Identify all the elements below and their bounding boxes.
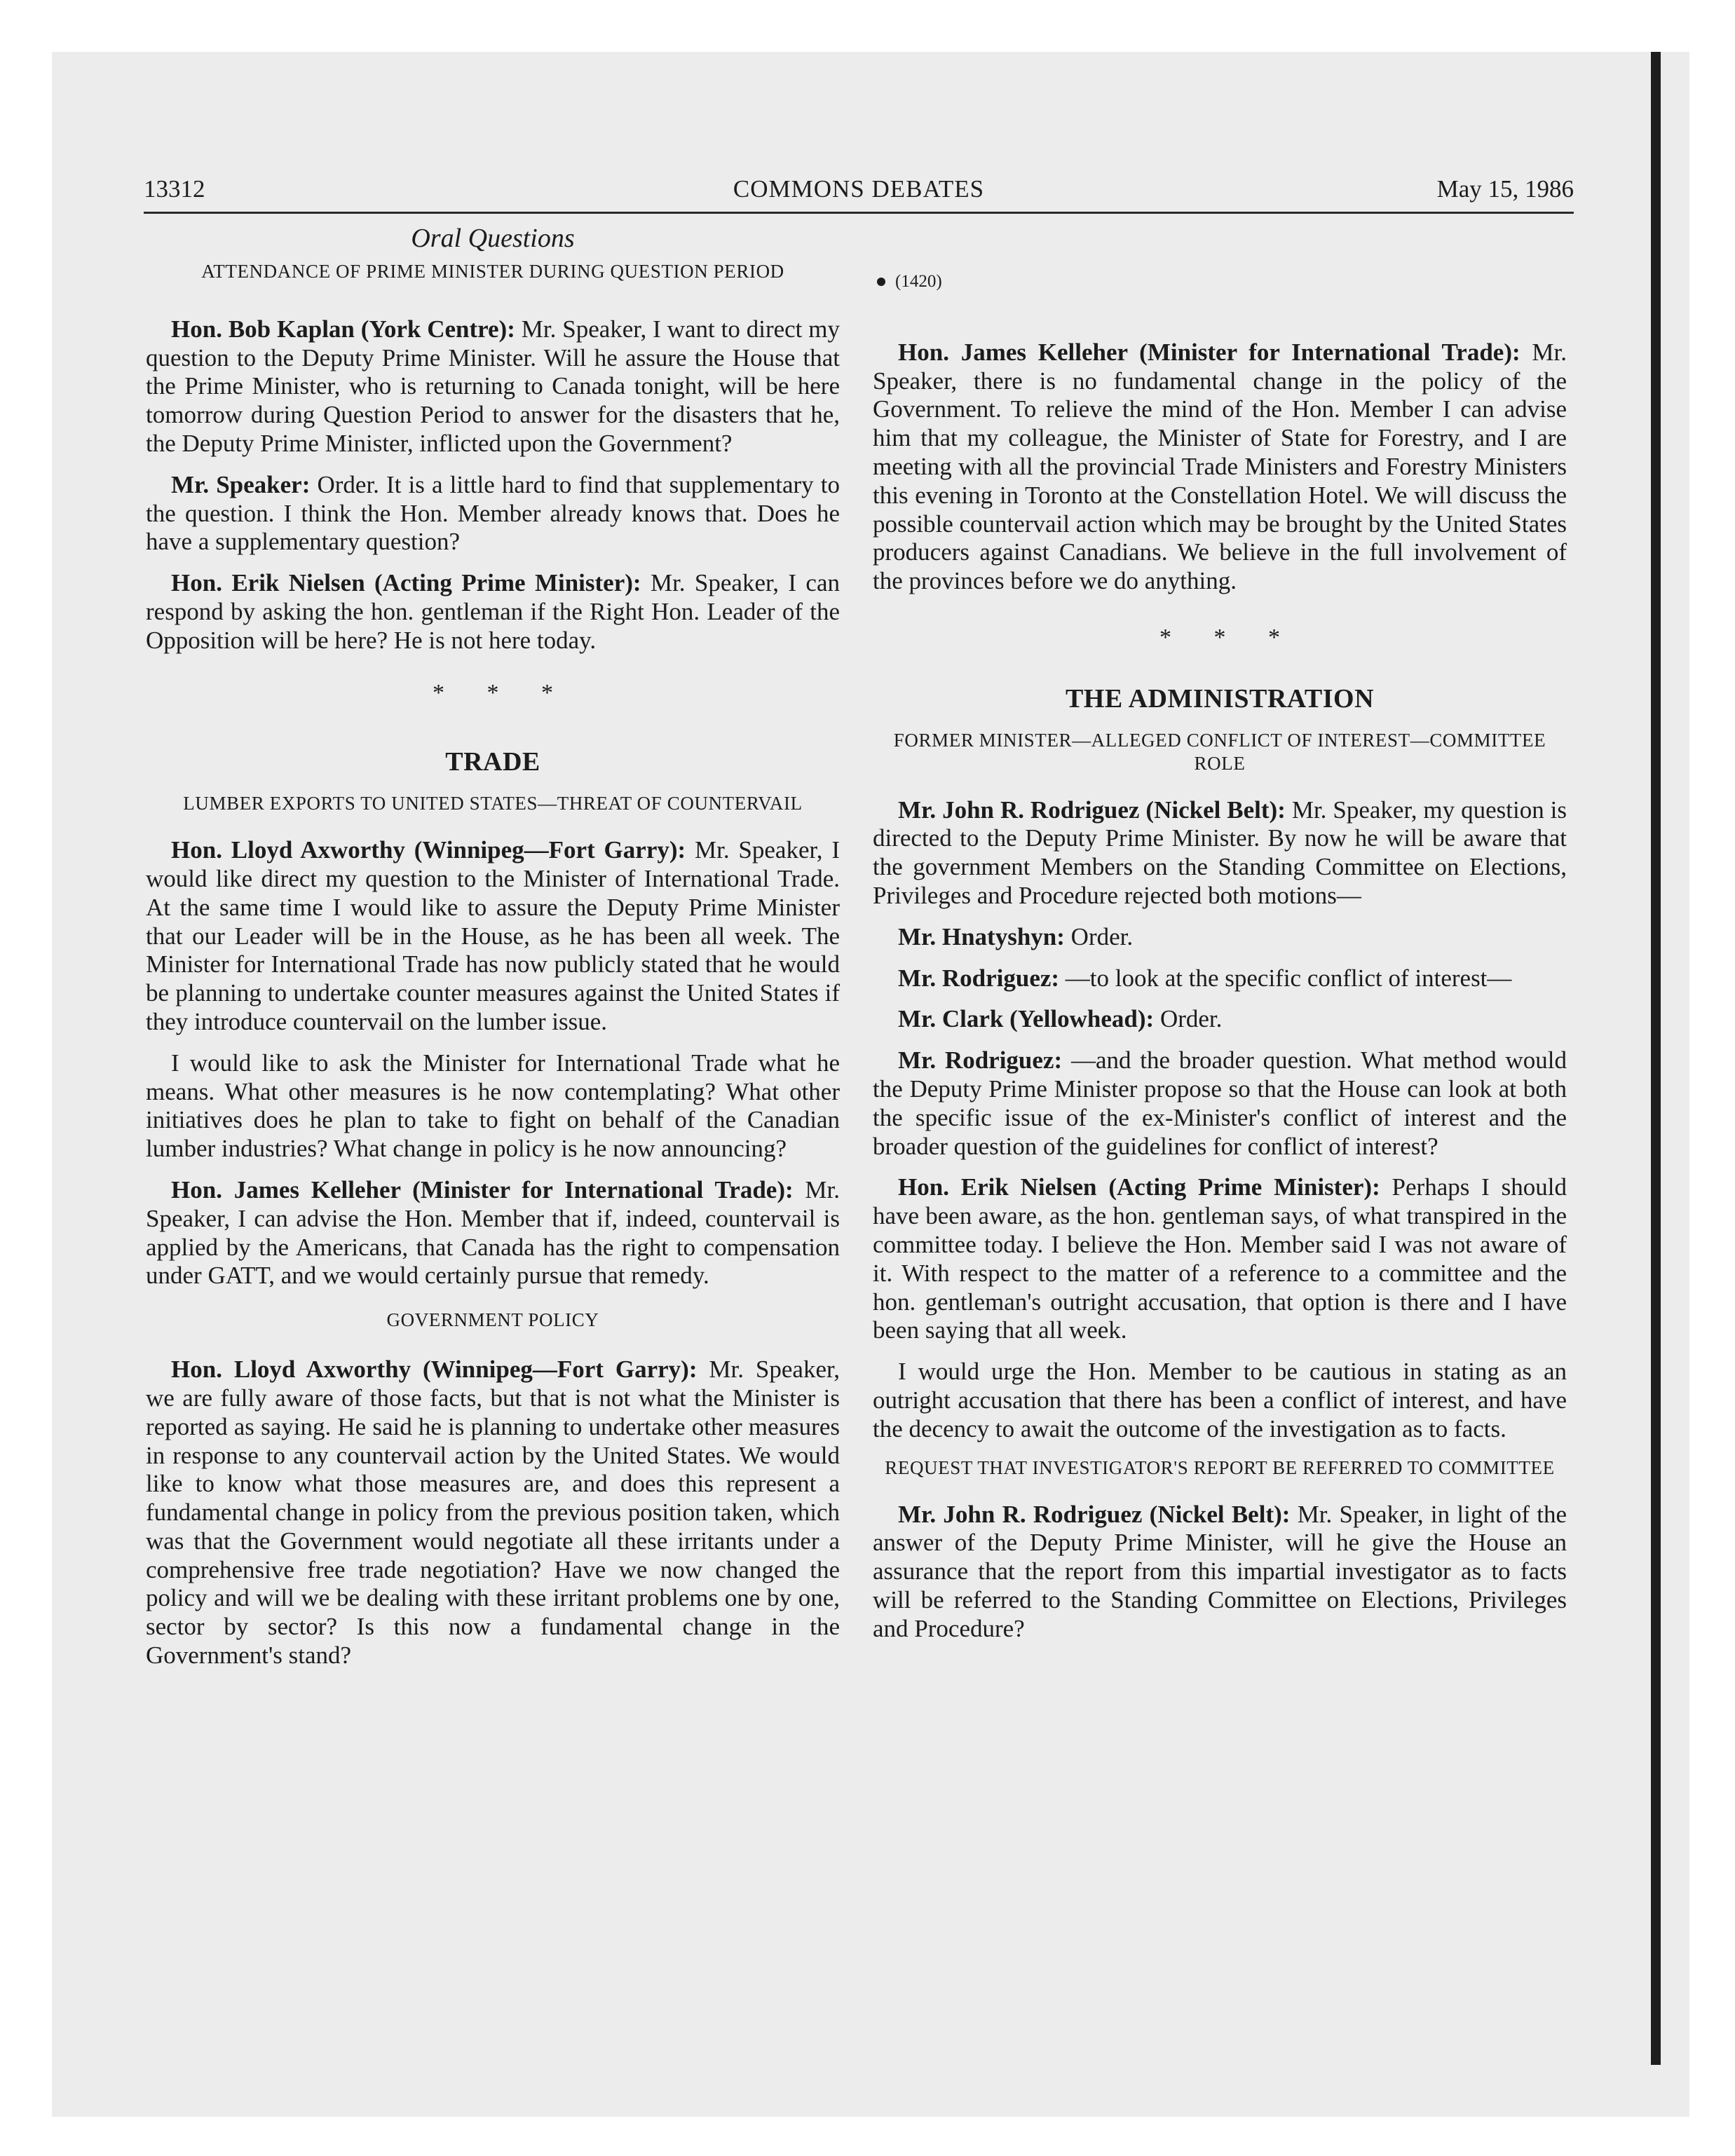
time-marker [877,268,1567,296]
page-number: 13312 [144,175,205,203]
speech-text: Order. [1064,922,1134,950]
speech-text: Mr. Speaker, there is no fundamental change in the policy of the Government. To relieve the mind of the Hon. Member I can advise him that my colleague, the Minister of State for Forestry, and I are meeting with all the provincial Trade Ministers and Forestry Ministers this evening in Toronto at the Constellation Hotel. We will discuss the possible countervail action which may be brought by the United States producers against Canadians. We believe in the full involvement of the provinces before we do anything. [873,338,1567,595]
time-marker-text: (1420) [895,272,942,291]
speech-paragraph [146,836,840,1037]
speaker-name: Hon. James Kelleher (Minister for International Trade): [898,338,1520,366]
scan-edge-bar [1651,52,1661,2065]
speech-paragraph [146,315,840,458]
speech-paragraph: I would urge the Hon. Member to be cautious in stating as an outright accusation that there has been a conflict of interest, and have the decency to await the outcome of the investigation as to facts. [873,1358,1567,1442]
speaker-name: Mr. Rodriguez: [898,1046,1063,1074]
speech-paragraph [146,569,840,655]
subheading-government-policy: GOVERNMENT POLICY [386,1309,599,1331]
subheading-former-minister: FORMER MINISTER—ALLEGED CONFLICT OF INTEREST—COMMITTEE ROLE [893,729,1546,774]
speech-text: Perhaps I should have been aware, as the hon. gentleman says, of what transpired in the committee today. I believe the Hon. Member said I was not aware of it. With respect to the matter of a reference to a committee and the hon. gentleman's outright accusation, that option is there and I have been saying that all week. [873,1173,1567,1344]
speaker-name: Mr. Clark (Yellowhead): [898,1005,1155,1033]
bullet-icon [877,278,885,286]
speaker-name: Mr. John R. Rodriguez (Nickel Belt): [898,1500,1291,1528]
subheading-lumber-exports: LUMBER EXPORTS TO UNITED STATES—THREAT OF COUNTERVAIL [183,793,803,814]
section-heading-administration: THE ADMINISTRATION [1065,683,1375,714]
speech-text: Mr. Speaker, I want to direct my question to the Deputy Prime Minister. Will he assure the House that the Prime Minister, who is returning to Canada tonight, will be here tomorrow during Question Period to answer for the disasters that he, the Deputy Prime Minister, inflicted upon the Government? [146,315,840,457]
speaker-name: Mr. Hnatyshyn: [898,922,1065,950]
speech-text: Mr. Speaker, I can advise the Hon. Member that if, indeed, countervail is applied by the Americans, that Canada has the right to compensation under GATT, and we would certainly pursue that remedy. [146,1175,840,1290]
speaker-name: Hon. Bob Kaplan (York Centre): [171,315,515,343]
running-title: Oral Questions [411,224,575,253]
speech-paragraph [146,1356,840,1670]
left-column [146,224,840,1683]
speaker-name: Hon. James Kelleher (Minister for International Trade): [171,1175,794,1203]
section-heading-attendance: ATTENDANCE OF PRIME MINISTER DURING QUESTION PERIOD [201,260,784,282]
speech-paragraph [873,1501,1567,1644]
speech-paragraph [873,1173,1567,1345]
speech-paragraph [873,964,1567,993]
speaker-name: Mr. Speaker: [171,470,311,498]
speech-paragraph: I would like to ask the Minister for International Trade what he means. What other measures is he now contemplating? What other initiatives does he plan to take to fight on behalf of the Canadian lumber industries? What change in policy is he now announcing? [146,1049,840,1163]
speech-paragraph [873,339,1567,596]
speaker-name: Hon. Lloyd Axworthy (Winnipeg—Fort Garry): [171,836,686,864]
section-separator: * * * [433,679,571,706]
speech-text: Mr. Speaker, my question is directed to the Deputy Prime Minister. By now he will be aware that the government Members on the Standing Committee on Elections, Privileges and Procedure rejected both motions— [873,796,1567,909]
speaker-name: Hon. Erik Nielsen (Acting Prime Minister): [898,1173,1380,1201]
speaker-name: Mr. Rodriguez: [898,964,1060,992]
speech-text: —to look at the specific conflict of interest— [1059,964,1512,992]
right-column [873,224,1567,1656]
publication-date: May 15, 1986 [1436,175,1574,203]
speech-paragraph [873,1046,1567,1161]
speech-text: Order. [1154,1005,1223,1033]
publication-title: COMMONS DEBATES [733,175,985,203]
speaker-name: Hon. Lloyd Axworthy (Winnipeg—Fort Garry): [171,1356,698,1384]
page-header [144,175,1574,214]
speech-text: Mr. Speaker, I would like direct my question to the Minister of International Trade. At the same time I would like to assure the Deputy Prime Minister that our Leader will be in the House, as he has been all week. The Minister for International Trade has now publicly stated that he would be planning to undertake counter measures against the United States if they introduce countervail on the lumber issue. [146,836,840,1035]
speech-text: Mr. Speaker, in light of the answer of the Deputy Prime Minister, will he give the House an assurance that the report from this impartial investigator as to facts will be referred to the Standing Committee on Elections, Privileges and Procedure? [873,1500,1567,1642]
subheading-request-investigator-report: REQUEST THAT INVESTIGATOR'S REPORT BE REFERRED TO COMMITTEE [885,1456,1555,1478]
speech-paragraph [873,1005,1567,1034]
speech-text: Order. It is a little hard to find that supplementary to the question. I think the Hon. Member already knows that. Does he have a supplementary question? [146,470,840,556]
speech-paragraph [873,923,1567,952]
speech-text: —and the broader question. What method would the Deputy Prime Minister propose so that the House can look at both the specific issue of the ex-Minister's conflict of interest and the broader question of the guidelines for conflict of interest? [873,1046,1567,1160]
section-separator: * * * [1159,624,1298,650]
speech-text: Mr. Speaker, we are fully aware of those facts, but that is not what the Minister is reported as saying. He said he is planning to undertake other measures in response to any countervail action by the United States. We would like to know what those measures are, and does this represent a fundamental change in policy from the previous position taken, which was that the Government would negotiate all these irritants under a comprehensive free trade negotiation? Have we now changed the policy and will we be dealing with these irritant problems one by one, sector by sector? Is this now a fundamental change in the Government's stand? [146,1356,841,1670]
section-heading-trade: TRADE [445,747,540,777]
speaker-name: Mr. John R. Rodriguez (Nickel Belt): [898,796,1286,824]
speech-paragraph [146,1176,840,1290]
speech-text: Mr. Speaker, I can respond by asking the hon. gentleman if the Right Hon. Leader of the Opposition will be here? He is not here today. [146,569,840,654]
speech-paragraph [873,796,1567,910]
speaker-name: Hon. Erik Nielsen (Acting Prime Minister): [171,569,641,597]
speech-paragraph [146,471,840,557]
